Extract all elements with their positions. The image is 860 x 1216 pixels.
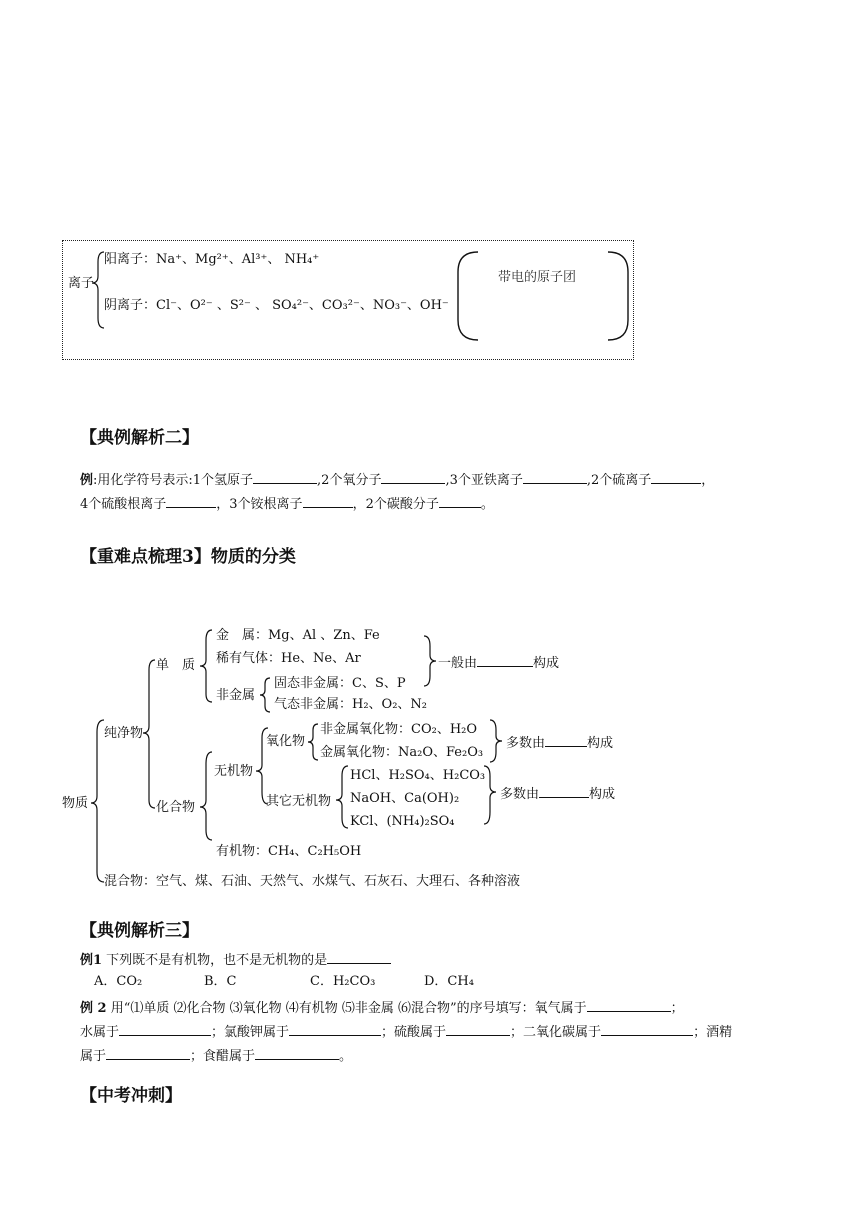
- node-matter: 物质: [62, 796, 89, 811]
- node-gas-nonmetal: 气态非金属：H₂、O₂、N₂: [274, 697, 428, 712]
- q2-text-5: ；硫酸属于: [381, 1025, 447, 1040]
- answer-blank[interactable]: [545, 733, 587, 747]
- example-2-text-3: ,3个亚铁离子: [445, 473, 523, 488]
- q2-label: 例 2: [80, 1001, 107, 1016]
- q2-text-1: 用“⑴单质 ⑵化合物 ⑶氧化物 ⑷有机物 ⑸非金属 ⑹混合物”的序号填写：氧气属于: [106, 1001, 587, 1016]
- anion-line: [104, 298, 449, 314]
- heading-example-2: 【典例解析二】: [80, 428, 199, 448]
- note-general-made-of: [438, 653, 559, 672]
- cation-list: Na⁺、Mg²⁺、Al³⁺、 NH₄⁺: [156, 252, 320, 267]
- example-2-text-8: ，2个碳酸分子: [352, 497, 439, 512]
- node-nonmetal-oxide: 非金属氧化物：CO₂、H₂O: [320, 722, 478, 737]
- example-2-text-1: :用化学符号表示:1个氢原子: [93, 473, 254, 488]
- note-text: 多数由: [506, 736, 546, 751]
- q1-option-a[interactable]: A．CO₂: [94, 974, 143, 989]
- q2-text-3: 水属于: [80, 1025, 120, 1040]
- q2-text-4: ；氯酸钾属于: [211, 1025, 290, 1040]
- example-3-q2-line-3: [80, 1046, 352, 1065]
- answer-blank[interactable]: [439, 494, 481, 508]
- q1-option-c[interactable]: C．H₂CO₃: [310, 974, 376, 989]
- example-3-q2-line-2: [80, 1022, 732, 1041]
- note-oxides-made-of: [506, 733, 613, 752]
- example-2-text-5: ，: [701, 473, 715, 488]
- q1-option-d[interactable]: D．CH₄: [424, 974, 474, 989]
- answer-blank[interactable]: [303, 494, 353, 508]
- note-text-end: 构成: [587, 736, 614, 751]
- anion-list: Cl⁻、O²⁻ 、S²⁻ 、 SO₄²⁻、CO₃²⁻、NO₃⁻、OH⁻: [156, 298, 449, 313]
- node-metal-oxide: 金属氧化物：Na₂O、Fe₂O₃: [320, 745, 484, 760]
- node-solid-nonmetal: 固态非金属：C、S、P: [274, 676, 406, 691]
- node-pure-substance: 纯净物: [104, 726, 144, 741]
- q2-text-6: ；二氧化碳属于: [510, 1025, 602, 1040]
- answer-blank[interactable]: [119, 1022, 211, 1036]
- q1-text: 下列既不是有机物，也不是无机物的是: [102, 953, 328, 968]
- answer-blank[interactable]: [255, 1046, 339, 1060]
- example-2-text-4: ,2个硫离子: [586, 473, 652, 488]
- node-mixture: 混合物：空气、煤、石油、天然气、水煤气、石灰石、大理石、各种溶液: [104, 874, 521, 889]
- q1-option-b[interactable]: B．C: [204, 974, 237, 989]
- answer-blank[interactable]: [289, 1022, 381, 1036]
- node-noble-gas: 稀有气体：He、Ne、Ar: [216, 651, 361, 666]
- node-metal: 金 属：Mg、Al 、Zn、Fe: [216, 628, 380, 643]
- example-3-q2-line-1: [80, 998, 684, 1017]
- answer-blank[interactable]: [446, 1022, 510, 1036]
- node-salts: KCl、(NH₄)₂SO₄: [350, 814, 455, 829]
- node-compound: 化合物: [156, 800, 196, 815]
- node-oxide: 氧化物: [266, 734, 306, 749]
- example-3-q1: [80, 950, 391, 969]
- example-2-text-7: ，3个铵根离子: [216, 497, 303, 512]
- anion-label: 阴离子：: [104, 298, 157, 313]
- answer-blank[interactable]: [539, 784, 589, 798]
- note-text: 多数由: [500, 787, 540, 802]
- answer-blank[interactable]: [327, 950, 391, 964]
- answer-blank[interactable]: [253, 470, 317, 484]
- answer-blank[interactable]: [106, 1046, 190, 1060]
- answer-blank[interactable]: [166, 494, 216, 508]
- q2-text-9: ；食醋属于: [190, 1049, 256, 1064]
- cation-label: 阳离子：: [104, 252, 157, 267]
- q1-label: 例1: [80, 953, 103, 968]
- heading-classification: 【重难点梳理3】物质的分类: [80, 547, 296, 567]
- heading-example-3: 【典例解析三】: [80, 921, 199, 941]
- q2-text-10: 。: [339, 1049, 353, 1064]
- ion-label: 离子: [68, 276, 95, 291]
- atomic-group-label: 带电的原子团: [498, 270, 577, 285]
- note-other-made-of: [500, 784, 615, 803]
- node-acids: HCl、H₂SO₄、H₂CO₃: [350, 768, 486, 783]
- example-2-line-2: [80, 494, 494, 513]
- example-2-text-2: ,2个氧分子: [317, 473, 382, 488]
- answer-blank[interactable]: [651, 470, 701, 484]
- heading-exam-sprint: 【中考冲刺】: [80, 1086, 182, 1106]
- answer-blank[interactable]: [477, 653, 533, 667]
- note-text: 一般由: [438, 656, 478, 671]
- example-label: 例: [80, 473, 94, 488]
- note-text-end: 构成: [589, 787, 616, 802]
- q2-text-8: 属于: [80, 1049, 107, 1064]
- node-nonmetal: 非金属: [216, 688, 256, 703]
- example-2-line-1: [80, 470, 714, 489]
- note-text-end: 构成: [533, 656, 560, 671]
- example-2-text-9: 。: [480, 497, 494, 512]
- node-organic: 有机物：CH₄、C₂H₅OH: [216, 844, 362, 859]
- answer-blank[interactable]: [523, 470, 587, 484]
- node-bases: NaOH、Ca(OH)₂: [350, 791, 460, 806]
- node-other-inorganic: 其它无机物: [266, 794, 332, 809]
- example-2-text-6: 4个硫酸根离子: [80, 497, 167, 512]
- q2-text-7: ；酒精: [693, 1025, 733, 1040]
- cation-line: [104, 252, 319, 268]
- q2-text-2: ；: [670, 1001, 684, 1016]
- node-element: 单 质: [156, 658, 196, 673]
- answer-blank[interactable]: [601, 1022, 693, 1036]
- answer-blank[interactable]: [381, 470, 445, 484]
- node-inorganic: 无机物: [214, 764, 254, 779]
- answer-blank[interactable]: [587, 998, 671, 1012]
